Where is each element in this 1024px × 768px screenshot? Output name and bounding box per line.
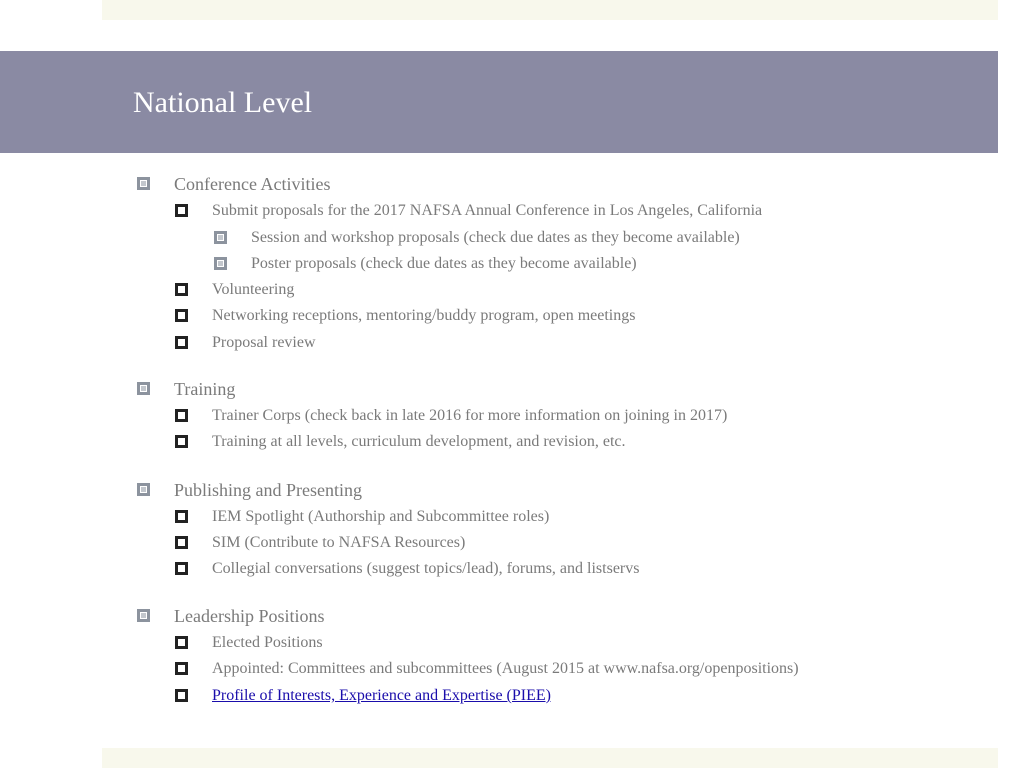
section-heading-publishing-presenting <box>174 479 362 501</box>
square-bullet-icon <box>175 510 188 523</box>
bottom-decorative-band <box>102 748 998 768</box>
list-item <box>212 201 762 221</box>
list-item <box>212 507 549 527</box>
list-item <box>212 280 294 300</box>
square-bullet-icon <box>214 257 227 270</box>
list-item <box>212 686 551 706</box>
list-item <box>212 333 316 353</box>
square-bullet-icon <box>175 536 188 549</box>
square-bullet-icon <box>175 336 188 349</box>
list-item <box>212 432 626 452</box>
square-bullet-icon <box>137 483 150 496</box>
square-bullet-icon <box>137 177 150 190</box>
list-item-text: Proposal review <box>212 334 316 351</box>
section-heading-training <box>174 378 235 400</box>
list-item-text: Training at all levels, curriculum development, and revision, etc. <box>212 433 626 450</box>
square-bullet-icon <box>175 435 188 448</box>
list-item-text: Submit proposals for the 2017 NAFSA Annual Conference in Los Angeles, California <box>212 202 763 219</box>
sub-list-item-text: Poster proposals (check due dates as they become available) <box>251 255 637 272</box>
list-item <box>212 533 465 553</box>
square-bullet-icon <box>175 309 188 322</box>
square-bullet-icon <box>175 204 188 217</box>
square-bullet-icon <box>175 636 188 649</box>
list-item <box>212 306 635 326</box>
section-heading-conference-activities <box>174 173 330 195</box>
piee-link[interactable]: Profile of Interests, Experience and Expertise (PIEE) <box>212 687 551 704</box>
list-item-text: IEM Spotlight (Authorship and Subcommittee roles) <box>212 508 550 525</box>
square-bullet-icon <box>214 231 227 244</box>
sub-list-item <box>251 228 740 248</box>
square-bullet-icon <box>175 689 188 702</box>
square-bullet-icon <box>175 662 188 675</box>
list-item-text: Elected Positions <box>212 634 323 651</box>
section-heading-text: Training <box>174 379 236 399</box>
square-bullet-icon <box>175 283 188 296</box>
list-item-text: Trainer Corps (check back in late 2016 for more information on joining in 2017) <box>212 407 728 424</box>
section-heading-text: Publishing and Presenting <box>174 480 362 500</box>
square-bullet-icon <box>175 409 188 422</box>
list-item-text: Volunteering <box>212 281 295 298</box>
list-item <box>212 406 727 426</box>
square-bullet-icon <box>137 382 150 395</box>
section-heading-text: Leadership Positions <box>174 606 325 626</box>
list-item-text: SIM (Contribute to NAFSA Resources) <box>212 534 466 551</box>
slide-title: National Level <box>133 86 313 119</box>
square-bullet-icon <box>175 562 188 575</box>
top-decorative-band <box>102 0 998 20</box>
list-item-text: Collegial conversations (suggest topics/lead), forums, and listservs <box>212 560 640 577</box>
sub-list-item-text: Session and workshop proposals (check due dates as they become available) <box>251 229 740 246</box>
square-bullet-icon <box>137 609 150 622</box>
section-heading-leadership-positions <box>174 605 325 627</box>
section-heading-text: Conference Activities <box>174 174 331 194</box>
list-item <box>212 633 323 653</box>
list-item <box>212 659 799 679</box>
list-item-text: Appointed: Committees and subcommittees (August 2015 at www.nafsa.org/openpositions) <box>212 660 799 677</box>
list-item <box>212 559 639 579</box>
sub-list-item <box>251 254 637 274</box>
list-item-text: Networking receptions, mentoring/buddy program, open meetings <box>212 307 636 324</box>
